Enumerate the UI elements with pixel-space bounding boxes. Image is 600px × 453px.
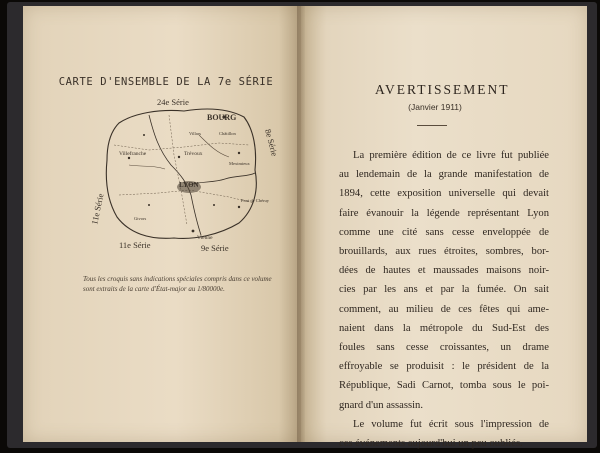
open-book: [3, 0, 597, 450]
text-line: naient dans la métropole du Sud-Est des: [339, 322, 549, 334]
map-caption-line: sont extraits de la carte d'État-major au 1/80000e.: [83, 285, 225, 293]
place-bourg: BOURG: [207, 113, 237, 122]
text-line: effroyable se produisit : le président de la: [339, 361, 549, 373]
text-line: faire évanouir la légende représentant Lyon: [339, 207, 549, 219]
place-givors: Givors: [134, 216, 147, 221]
text-line: dées de hautes et maussades maisons noir-: [339, 265, 549, 277]
place-villefranche: Villefranche: [119, 151, 147, 157]
series-label-bottom-right: 9e Série: [201, 243, 229, 253]
text-line: au lendemain de la grande manifestation de: [339, 169, 549, 181]
text-line: brouillards, aux rues étroites, sombres, bor-: [339, 246, 549, 258]
text-line: 1894, cette exposition universelle qui devait: [339, 188, 549, 200]
series-label-left: 11e Série: [89, 192, 106, 226]
place-pont-de-cheruy: Pont de Chéruy: [241, 198, 269, 203]
series-label-top: 24e Série: [157, 97, 189, 107]
map-caption: [83, 274, 275, 294]
text-line: comme une cité sans cesse enveloppée de: [339, 226, 549, 238]
map-title: CARTE D'ENSEMBLE DE LA 7e SÉRIE: [58, 76, 274, 88]
text-line: foules sans cesse croissantes, un drame: [339, 342, 549, 354]
series-label-bottom-left: 11e Série: [119, 240, 151, 250]
place-meximieux: Meximieux: [229, 161, 250, 166]
text-line: gnard d'un assassin.: [339, 399, 423, 411]
place-lyon: LYON: [179, 181, 199, 189]
place-vienne: Vienne: [197, 235, 213, 241]
book-gutter: [297, 6, 305, 442]
text-line: comment, au milieu de ces fêtes qui ame-: [339, 303, 549, 315]
series-label-right: 8e Série: [263, 127, 280, 158]
place-chatillon: Châtillon: [219, 131, 236, 136]
text-line: République, Sadi Carnot, tomba sous le poi-: [339, 380, 549, 392]
place-villars: Villars: [189, 131, 201, 136]
map-caption-line: Tous les croquis sans indications spéciales compris dans ce volume: [83, 275, 272, 283]
heading-rule: [417, 125, 447, 126]
regional-map: [89, 95, 280, 255]
text-line: La première édition de ce livre fut publiée: [353, 150, 549, 161]
foreword-text: [339, 146, 549, 453]
page-heading: AVERTISSEMENT: [375, 82, 510, 97]
text-line: ces événements aujourd'hui un peu oubliés.: [339, 438, 523, 450]
text-line: cies par les ans et par la fumée. On sait: [339, 284, 549, 296]
heading-date: (Janvier 1911): [408, 102, 462, 112]
place-trevoux: Trévoux: [184, 151, 203, 157]
text-line: Le volume fut écrit sous l'impression de: [353, 418, 549, 430]
